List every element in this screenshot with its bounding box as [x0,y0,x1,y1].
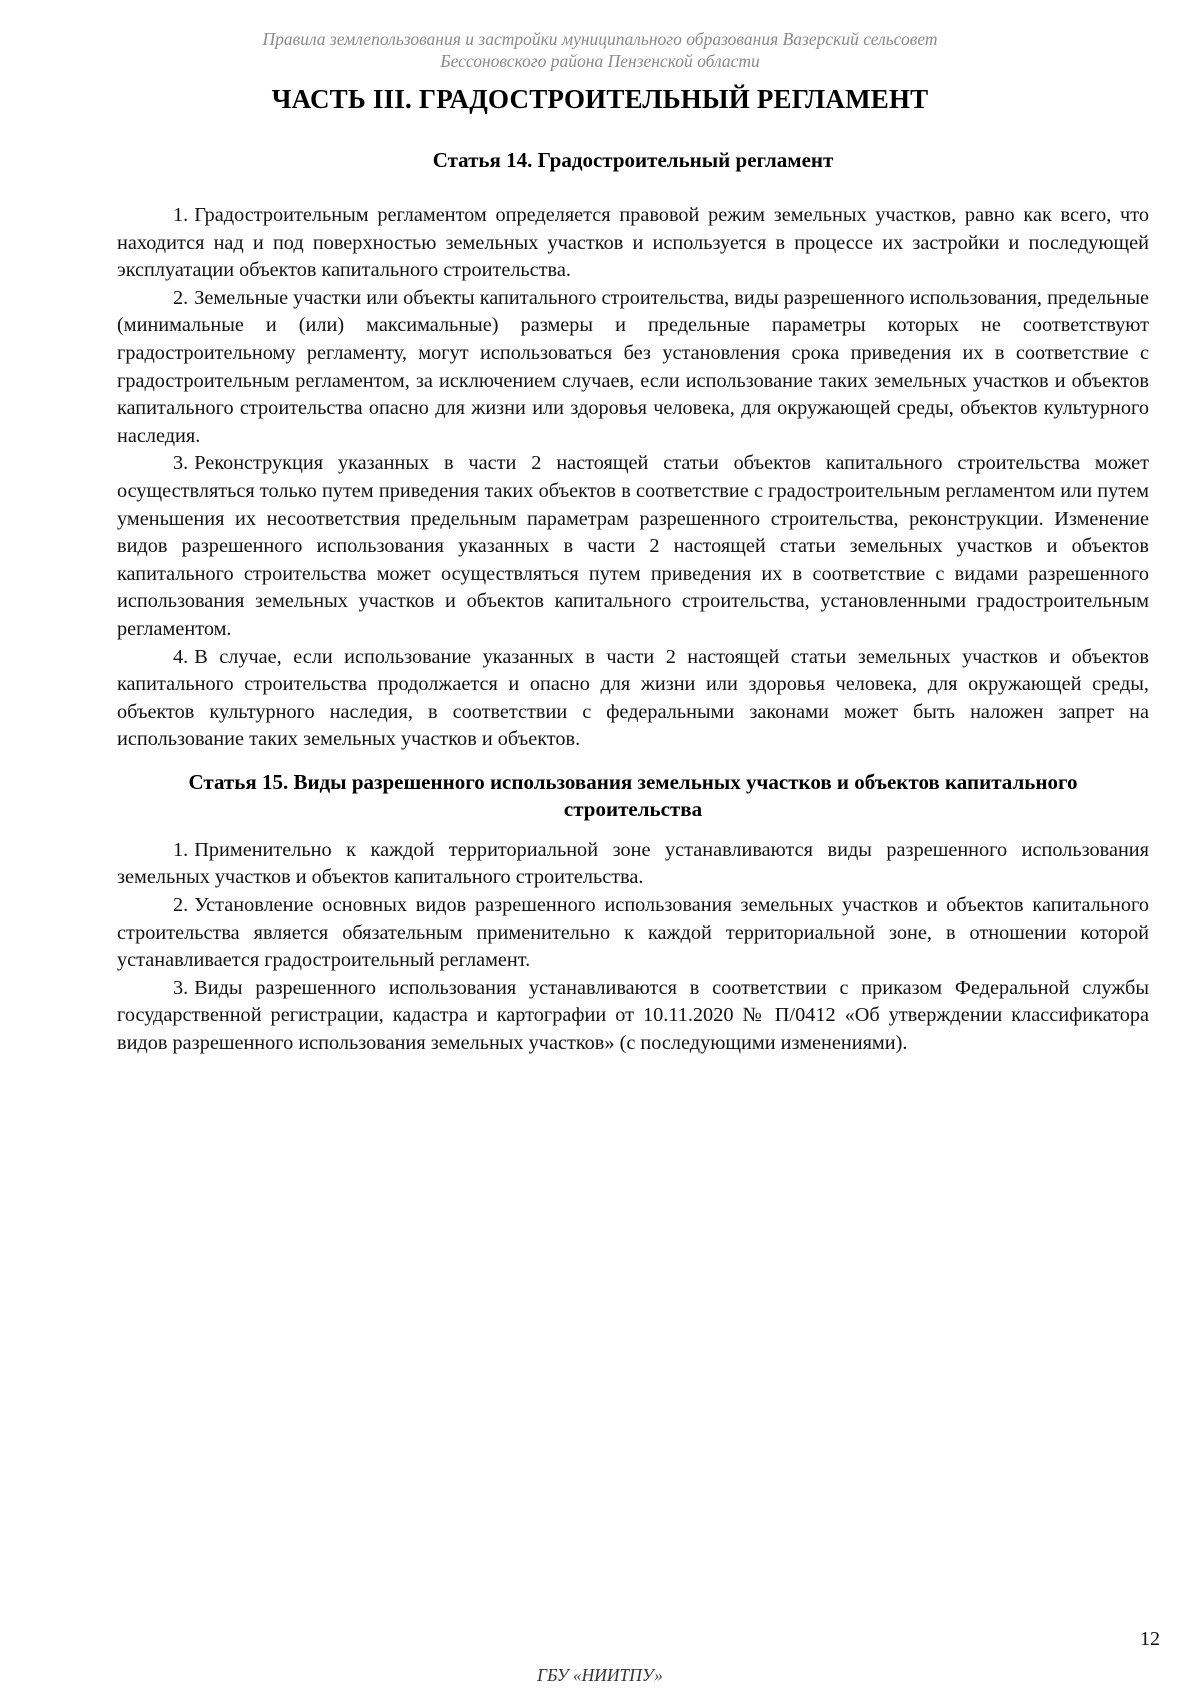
article-15-title: Статья 15. Виды разрешенного использования земельных участков и объектов капитального строительства [188,769,1078,821]
running-header-line-1: Правила землепользования и застройки муниципального образования Вазерский сельсовет [262,29,938,49]
paragraph-number: 3. [173,452,189,475]
paragraph-number: 1. [173,204,189,226]
paragraph-text: Установление основных видов разрешенного использования земельных участков и объектов капитального строительства является обязательным применительно к каждой территориальной зоне, в отношении которой устанавливается градостроительный регламент. [117,894,1149,972]
article-14-paragraph-4 [117,644,1149,754]
article-15-paragraph-1 [117,837,1149,892]
running-header [150,28,1050,72]
paragraph-number: 3. [173,976,189,999]
article-15-paragraph-3 [117,975,1149,1058]
part-title: ЧАСТЬ III. ГРАДОСТРОИТЕЛЬНЫЙ РЕГЛАМЕНТ [271,84,929,114]
paragraph-text: Градостроительным регламентом определяется правовой режим земельных участков, равно как всего, что находится над и под поверхностью земельных участков и используется в процессе их застройки и последующей эксплуатации объектов капитального строительства. [117,204,1149,282]
running-footer: ГБУ «НИИТПУ» [537,1665,663,1685]
paragraph-text: Виды разрешенного использования устанавливаются в соответствии с приказом Федеральной службы государственной регистрации, кадастра и картографии от 10.11.2020 № П/0412 «Об утверждении классификатора видов разрешенного использования земельных участков» (с последующими изменениями). [117,976,1149,1055]
paragraph-number: 1. [173,838,189,861]
document-body [117,147,1149,1058]
page-number: 12 [1140,1628,1160,1650]
paragraph-text: В случае, если использование указанных в части 2 настоящей статьи земельных участков и объектов капитального строительства продолжается и опасно для жизни или здоровья человека, для окружающей среды, объектов культурного наследия, в соответствии с федеральными законами может быть наложен запрет на использование таких земельных участков и объектов. [117,645,1149,751]
running-header-line-2: Бессоновского района Пензенской области [440,51,760,71]
paragraph-text: Земельные участки или объекты капитального строительства, виды разрешенного использования, предельные (минимальные и (или) максимальные) размеры и предельные параметры которых не соответствуют градостроительному регламенту, могут использоваться без установления срока приведения их в соответствие с градостроительным регламентом, за исключением случаев, если использование таких земельных участков и объектов капитального строительства опасно для жизни или здоровья человека, для окружающей среды, объектов культурного наследия. [117,286,1149,447]
paragraph-number: 4. [173,645,189,668]
article-14-paragraph-2 [117,285,1149,451]
article-14-title: Статья 14. Градостроительный регламент [432,148,834,172]
paragraph-number: 2. [173,286,189,309]
article-14-paragraph-1 [117,202,1149,285]
paragraph-number: 2. [173,894,189,917]
paragraph-text: Реконструкция указанных в части 2 настоящей статьи объектов капитального строительства может осуществляться только путем приведения таких объектов в соответствие с градостроительным регламентом или путем уменьшения их несоответствия предельным параметрам разрешенного строительства, реконструкции. Изменение видов разрешенного использования указанных в части 2 настоящей статьи земельных участков и объектов капитального строительства может осуществляться путем приведения их в соответствие с видами разрешенного использования земельных участков и объектов капитального строительства, установленными градостроительным регламентом. [117,452,1149,640]
article-15-paragraph-2 [117,892,1149,975]
paragraph-text: Применительно к каждой территориальной зоне устанавливаются виды разрешенного использования земельных участков и объектов капитального строительства. [117,838,1149,889]
article-14-paragraph-3 [117,450,1149,643]
